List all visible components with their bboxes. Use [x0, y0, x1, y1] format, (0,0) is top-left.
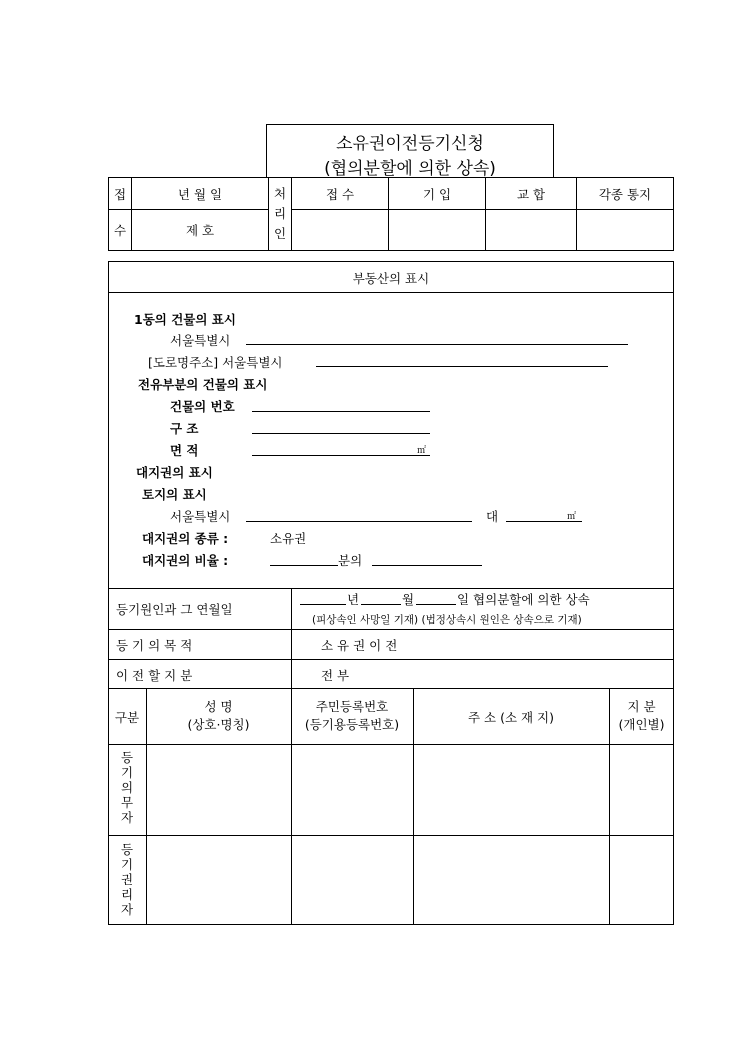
road-address-label: [도로명주소] 서울특별시 — [148, 355, 283, 370]
cause-day-text: 일 협의분할에 의한 상속 — [457, 592, 590, 607]
date-label: 년 월 일 — [132, 178, 269, 210]
ratio-denominator-field[interactable] — [270, 565, 338, 566]
divider — [108, 292, 674, 293]
cause-year-field[interactable] — [300, 604, 346, 605]
land-right-type-label: 대지권의 종류 : — [142, 531, 229, 546]
reception-label-bottom: 수 — [109, 210, 132, 251]
form-title: 소유권이전등기신청 — [336, 134, 484, 154]
col-entry: 기 입 — [389, 178, 486, 210]
col-share-sub: (개인별) — [618, 717, 665, 732]
structure-field[interactable] — [252, 433, 430, 434]
col-id-sub: (등기용등록번호) — [304, 717, 400, 732]
col-name-header: 성 명 — [204, 699, 233, 714]
property-section-title: 부동산의 표시 — [352, 271, 430, 286]
col-share-header: 지 분 — [627, 699, 656, 714]
form-title-box — [266, 124, 554, 178]
cause-note: (피상속인 사망일 기재) (법정상속시 원인은 상속으로 기재) — [312, 614, 582, 626]
cause-day-field[interactable] — [416, 604, 456, 605]
land-right-heading: 대지권의 표시 — [136, 465, 213, 480]
land-type-label: 대 — [486, 509, 499, 524]
land-heading: 토지의 표시 — [142, 487, 207, 502]
obligor-label: 등 기 의 무 자 — [120, 750, 134, 825]
obligee-label: 등 기 권 리 자 — [120, 842, 134, 917]
obligee-share-cell[interactable] — [611, 837, 673, 923]
reception-cell[interactable] — [292, 210, 389, 251]
col-address-header: 주 소 (소 재 지) — [467, 710, 555, 725]
building-address-prefix: 서울특별시 — [170, 333, 231, 348]
obligor-id-cell[interactable] — [293, 746, 412, 834]
area-field[interactable] — [252, 455, 430, 456]
land-address-prefix: 서울특별시 — [170, 509, 231, 524]
divider — [108, 629, 674, 630]
ratio-mid-label: 분의 — [338, 553, 363, 568]
purpose-value: 소 유 권 이 전 — [321, 638, 398, 653]
area-label: 면 적 — [170, 443, 199, 458]
structure-label: 구 조 — [170, 421, 199, 436]
obligee-name-cell[interactable] — [148, 837, 290, 923]
land-right-ratio-label: 대지권의 비율 : — [142, 553, 229, 568]
building-heading: 1동의 건물의 표시 — [134, 312, 236, 327]
share-label: 이 전 할 지 분 — [116, 668, 193, 683]
obligor-address-cell[interactable] — [415, 746, 608, 834]
column-divider — [291, 588, 292, 925]
col-reception: 접 수 — [292, 178, 389, 210]
col-name-sub: (상호·명칭) — [187, 717, 250, 732]
land-address-field[interactable] — [246, 521, 472, 522]
ratio-numerator-field[interactable] — [372, 565, 482, 566]
obligor-name-cell[interactable] — [148, 746, 290, 834]
entry-cell[interactable] — [389, 210, 486, 251]
cause-year-label: 년 — [347, 592, 360, 607]
purpose-label: 등 기 의 목 적 — [116, 638, 193, 653]
divider — [108, 835, 674, 836]
building-number-field[interactable] — [252, 411, 430, 412]
divider — [108, 588, 674, 589]
registration-table — [108, 177, 674, 251]
obligee-address-cell[interactable] — [415, 837, 608, 923]
col-id-header: 주민등록번호 — [315, 699, 389, 714]
form-subtitle: (협의분할에 의한 상속) — [324, 159, 496, 179]
land-area-unit: ㎡ — [567, 512, 577, 522]
divider — [108, 688, 674, 689]
exclusive-heading: 전유부분의 건물의 표시 — [138, 377, 268, 392]
building-number-label: 건물의 번호 — [170, 399, 235, 414]
verify-cell[interactable] — [486, 210, 577, 251]
land-right-type-value: 소유권 — [270, 531, 307, 546]
notice-cell[interactable] — [577, 210, 674, 251]
divider — [108, 659, 674, 660]
processor-label: 처 리 인 — [269, 178, 292, 251]
divider — [108, 744, 674, 745]
number-label: 제 호 — [132, 210, 269, 251]
share-value: 전 부 — [321, 668, 350, 683]
road-address-field[interactable] — [316, 366, 608, 367]
col-division-header: 구분 — [114, 710, 140, 725]
obligee-id-cell[interactable] — [293, 837, 412, 923]
obligor-share-cell[interactable] — [611, 746, 673, 834]
building-address-field[interactable] — [246, 344, 628, 345]
cause-month-field[interactable] — [361, 604, 401, 605]
cause-month-label: 월 — [402, 592, 415, 607]
cause-label: 등기원인과 그 연월일 — [116, 602, 233, 617]
area-unit: ㎡ — [417, 446, 427, 456]
col-verify: 교 합 — [486, 178, 577, 210]
reception-label-top: 접 — [109, 178, 132, 210]
col-notice: 각종 통지 — [577, 178, 674, 210]
